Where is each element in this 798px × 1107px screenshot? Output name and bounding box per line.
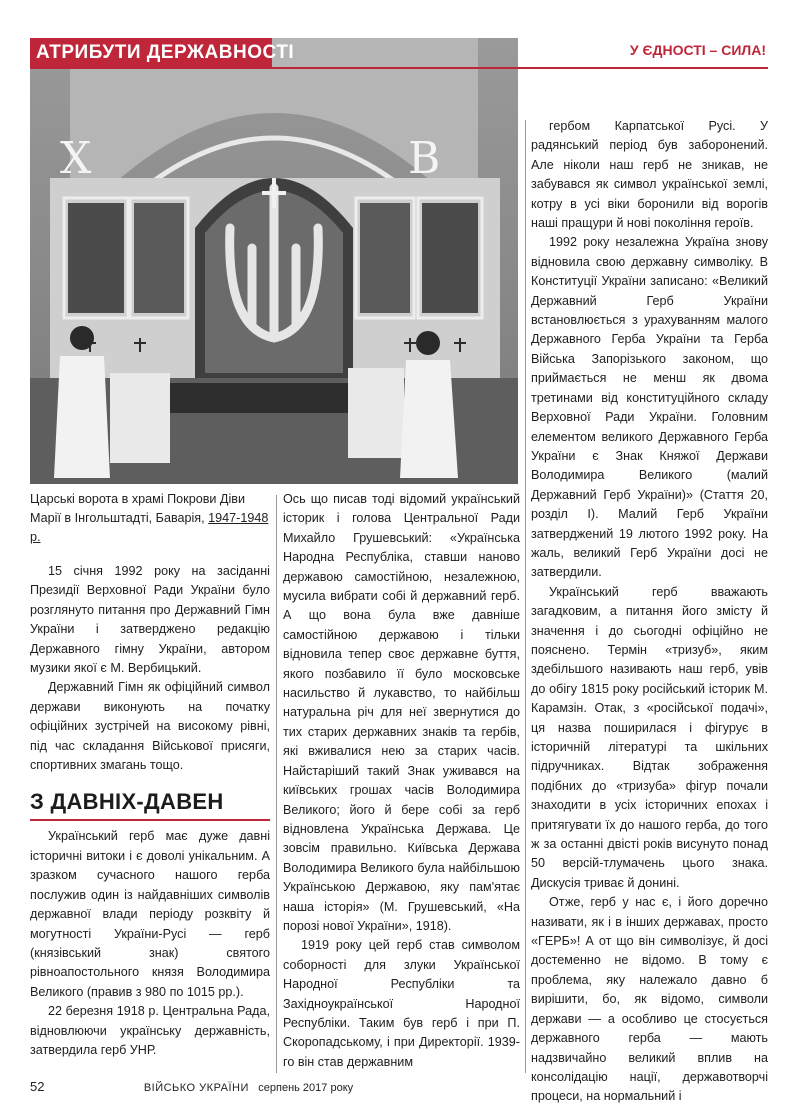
column-1 — [30, 562, 270, 1060]
paragraph: гербом Карпатської Русі. У радянський період був заборонений. Але ніколи наш герб не зникав, не забувався як символ української землі, котру в усі віки боронили від ворогів наші пращури й нові покоління героїв. — [531, 119, 768, 231]
paragraph: 22 березня 1918 р. Центральна Рада, відновлюючи українську державність, затвердила герб УНР. — [30, 1004, 270, 1057]
section-title: АТРИБУТИ ДЕРЖАВНОСТІ — [30, 38, 272, 68]
paragraph: Ось що писав тоді відомий український історик і голова Центральної Ради Михайло Грушевський: «Українська Народна Республіка, ставши наново державою самостійною, незалежною, мусила вибрати собі й державний герб. А що вона була вже давніше самостійною державою і тільки відновила тепер своє державне буття, якого позбавило її було московське насильство й лукавство, то найбільш натуральна річ для неї звернутися до тих старих державних знаків та гербів, які вживалися нею за старих часів. Найстаріший такий Знак уживався на київських грошах часів Володимира Великого; його й бере собі за герб відновлена Українська Держава. Це зовсім правильно. Київська Держава Володимира Великого була найбільшою Українською Державою, яку пам'ятає наша історія» (М. Грушевський, «На порозі нової України», 1918). — [283, 492, 520, 933]
subheading: З ДАВНІХ-ДАВЕН — [30, 789, 224, 815]
magazine-name: ВІЙСЬКО УКРАЇНИ — [143, 1082, 249, 1094]
paragraph: Український герб вважають загадковим, а питання його змісту й значення і до сьогодні офіційно не пояснено. Термін «тризуб», яким здебільшого називають наш герб, увів до обігу 1815 року російський історик М. Карамзін. Отак, з «російської подачі», ця назва поширилася і фігурує в історичній літературі та шкільних підручниках. Відтак зображення подібних до «тризуба» фігур почали знаходити в усіх історичних епохах і притягувати їх до нашого герба, до того ж за останні двісті років висунуто понад 50 версій-тлумачень цього знака. Дискусія триває й донині. — [531, 584, 768, 890]
paragraph: 1992 року незалежна Україна знову відновила свою державну символіку. В Конституції України записано: «Великий Державний Герб України встановлюється з урахуванням малого Державного Герба України та Герба Війська Запорізького законом, що приймається не менш як двома третинами від конституційного складу Верховної Ради України. Головним елементом великого Державного Герба України є Знак Княжої Держави Володимира Великого (малий Державний Герб України)» (Стаття 20, розділ I). Малий Герб України затверджений 19 лютого 1992 року. На жаль, великий Герб України досі не затвердили. — [531, 235, 768, 580]
church-interior-image — [30, 38, 518, 484]
issue-date: серпень 2017 року — [258, 1082, 354, 1094]
subheading-rule — [30, 819, 270, 821]
caption-text: Царські ворота в храмі Покрови Діви Марії в Інгольштадті, Баварія, — [30, 492, 245, 525]
page-footer — [30, 1079, 768, 1094]
paragraph: Державний Гімн як офіційний символ держави виконують на початку офіційних зустрічей на високому рівні, під час складання Військової присяги, спортивних змагань тощо. — [30, 680, 270, 773]
paragraph: Отже, герб у нас є, і його доречно називати, як і в інших державах, просто «ГЕРБ»! А от що він символізує, й досі достеменно не відомо. В тому є проблема, яку належало давно б вирішити, бо, як відомо, символи держави — а особливо це стосується державного герба — мають надзвичайно великий вплив на консолідацію нації, державотворчі процеси, на нормальний і — [531, 895, 768, 1104]
paragraph: 15 січня 1992 року на засіданні Президії Верховної Ради України було розглянуто питання про Державний Гімн України і затверджено редакцію Державного гімну України, автором музики якої є М. Вербицький. — [30, 564, 270, 676]
caption-year: 1947-1948 р. — [30, 511, 269, 544]
column-3 — [531, 117, 768, 1107]
page-number: 52 — [30, 1079, 45, 1094]
photo-letter-v: В — [408, 133, 441, 184]
photo-caption — [30, 490, 275, 547]
column-divider — [525, 120, 526, 1073]
photo-letter-x: Х — [60, 133, 92, 184]
header-rule — [30, 67, 768, 69]
paragraph: Український герб має дуже давні історичні витоки і є доволі унікальним. А зразком сучасного нашого герба послужив один із найдавніших символів державної влади періоду розквіту й могутності України-Русі — герб (князівський знак) святого рівноапостольного князя Володимира Великого (правив з 980 по 1015 рр.). — [30, 829, 270, 999]
column-divider — [276, 495, 277, 1073]
slogan: У ЄДНОСТІ – СИЛА! — [629, 42, 766, 58]
paragraph: 1919 року цей герб став символом соборності для злуки Української Народної Республіки та Західноукраїнської Народної Республіки. Таким був герб і при П. Скоропадському, і при Директорії. 1939-го він став державним — [283, 938, 520, 1069]
iconostasis-photo — [30, 38, 518, 484]
column-2 — [283, 490, 520, 1072]
